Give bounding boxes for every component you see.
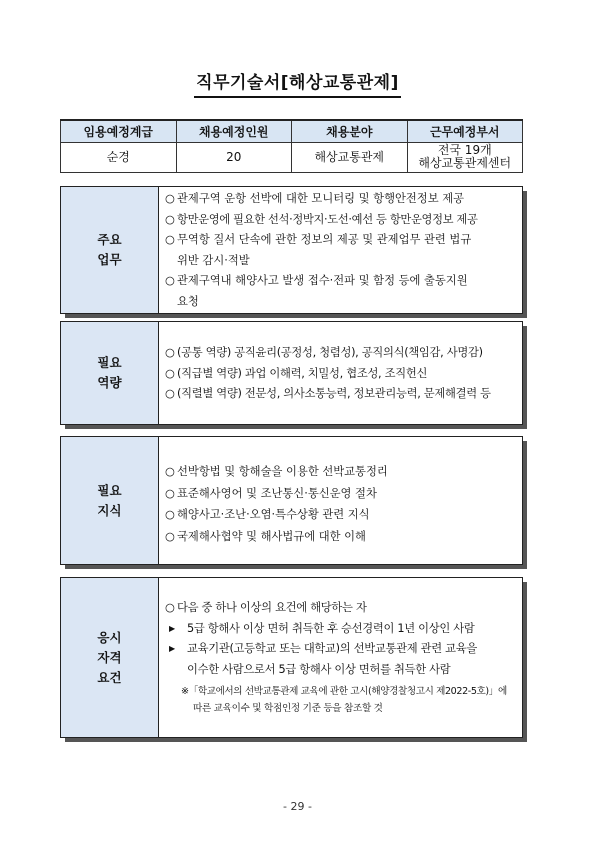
- circle-bullet-icon: ○: [165, 274, 175, 287]
- qualification-intro: [165, 598, 520, 619]
- knowledge-item-text: 표준해사영어 및 조난통신·통신운영 절차: [177, 486, 377, 500]
- qualification-label-line-3: 요건: [97, 669, 122, 685]
- duty-item: [165, 189, 520, 210]
- competency-item-text: (직급별 역량) 과업 이해력, 치밀성, 협조성, 조직헌신: [177, 366, 428, 380]
- knowledge-item: [165, 504, 520, 526]
- competency-body: [165, 322, 520, 424]
- competency-item-text: (공통 역량) 공직윤리(공정성, 청렴성), 공직의식(책임감, 사명감): [177, 346, 483, 359]
- competency-item: [165, 364, 520, 385]
- knowledge-item: [165, 526, 520, 548]
- circle-bullet-icon: ○: [165, 601, 175, 614]
- page-number: - 29 -: [283, 800, 312, 813]
- duty-item-text: 관제구역내 해양사고 발생 접수·전파 및 함정 등에 출동지원: [177, 274, 468, 287]
- duty-item-text: 관제구역 운항 선박에 대한 모니터링 및 항행안전정보 제공: [177, 192, 465, 205]
- count-value: 20: [176, 142, 292, 172]
- qualification-label-line-1: 응시: [97, 629, 122, 645]
- arrow-bullet-icon: ▶: [169, 644, 175, 653]
- competency-item: [165, 343, 520, 364]
- info-table-value-row: [61, 142, 523, 172]
- title-wrap: [0, 72, 595, 98]
- duty-item: [165, 271, 520, 292]
- rank-value: 순경: [61, 142, 177, 172]
- knowledge-item: [165, 461, 520, 483]
- competency-label: [61, 322, 159, 424]
- competency-label-line-2: 역량: [97, 375, 122, 390]
- knowledge-label: [61, 437, 159, 564]
- duty-item: [165, 210, 520, 231]
- header-dept: 근무예정부서: [407, 120, 523, 142]
- info-table-header-row: [61, 120, 523, 142]
- reference-note-continuation: 따른 교육이수 및 학점인정 기준 등을 참조할 것: [193, 703, 383, 714]
- circle-bullet-icon: ○: [165, 192, 175, 205]
- competency-section: [60, 321, 523, 425]
- duty-item-continuation: 위반 감시·적발: [177, 253, 250, 267]
- competency-label-line-1: 필요: [97, 355, 122, 370]
- competency-item: [165, 384, 520, 405]
- qualification-section: [60, 577, 523, 738]
- qualification-intro-text: 다음 중 하나 이상의 요건에 해당하는 자: [177, 601, 367, 614]
- header-count: 채용예정인원: [176, 120, 292, 142]
- knowledge-item-text: 국제해사협약 및 해사법규에 대한 이해: [177, 529, 366, 543]
- arrow-bullet-icon: ▶: [169, 623, 175, 633]
- qualification-body: [165, 578, 520, 737]
- duties-label-line-1: 주요: [97, 232, 122, 247]
- circle-bullet-icon: ○: [165, 529, 175, 543]
- duty-item: [165, 230, 520, 251]
- dept-value: [407, 142, 523, 172]
- reference-note: ※「학교에서의 선박교통관제 교육에 관한 고시(해양경찰청고시 제2022-5호)」에: [181, 686, 507, 697]
- duties-body: [165, 187, 520, 313]
- requirement-item: [165, 619, 520, 640]
- duties-label-line-2: 업무: [97, 252, 122, 267]
- position-info-table: [60, 119, 523, 173]
- header-rank: 임용예정계급: [61, 120, 177, 142]
- knowledge-body: [165, 437, 520, 564]
- knowledge-label-line-2: 지식: [97, 502, 122, 518]
- requirement-text: 교육기관(고등학교 또는 대학교)의 선박교통관제 관련 교육을: [187, 642, 477, 655]
- requirement-continuation: 이수한 사람으로서 5급 항해사 이상 면허를 취득한 사람: [187, 662, 451, 676]
- duty-item-text: 항만운영에 필요한 선석·정박지·도선·예선 등 항만운영정보 제공: [177, 212, 478, 226]
- competency-item-text: (직렬별 역량) 전문성, 의사소통능력, 정보관리능력, 문제해결력 등: [177, 387, 491, 400]
- circle-bullet-icon: ○: [165, 212, 175, 226]
- page-title: 직무기술서[해상교통관제]: [194, 72, 401, 98]
- duties-label: [61, 187, 159, 313]
- qualification-label-line-2: 자격: [97, 649, 122, 665]
- header-field: 채용분야: [292, 120, 408, 142]
- knowledge-section: [60, 436, 523, 565]
- duty-item-text: 무역항 질서 단속에 관한 정보의 제공 및 관제업무 관련 법규: [177, 233, 472, 246]
- field-value: 해상교통관제: [292, 142, 408, 172]
- circle-bullet-icon: ○: [165, 233, 175, 246]
- dept-line-1: 전국 19개: [437, 143, 492, 157]
- circle-bullet-icon: ○: [165, 508, 175, 521]
- circle-bullet-icon: ○: [165, 366, 175, 380]
- requirement-item: [165, 639, 520, 660]
- duties-section: [60, 186, 523, 314]
- qualification-label: [61, 578, 159, 737]
- duty-item-continuation: 요청: [177, 294, 199, 308]
- knowledge-item: [165, 483, 520, 505]
- requirement-text: 5급 항해사 이상 면허 취득한 후 승선경력이 1년 이상인 사람: [187, 621, 475, 635]
- knowledge-item-text: 선박항법 및 항해술을 이용한 선박교통정리: [177, 465, 388, 478]
- circle-bullet-icon: ○: [165, 387, 175, 400]
- dept-line-2: 해상교통관제센터: [418, 156, 512, 170]
- knowledge-item-text: 해양사고·조난·오염·특수상황 관련 지식: [177, 508, 370, 521]
- knowledge-label-line-1: 필요: [97, 482, 122, 498]
- circle-bullet-icon: ○: [165, 465, 175, 478]
- circle-bullet-icon: ○: [165, 486, 175, 500]
- circle-bullet-icon: ○: [165, 346, 175, 359]
